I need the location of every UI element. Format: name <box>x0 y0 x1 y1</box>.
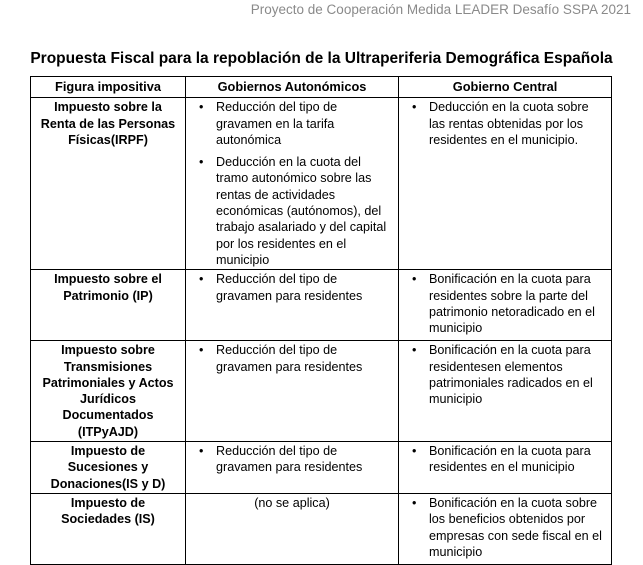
list-item <box>403 99 607 148</box>
autonomicos-cell <box>186 442 399 494</box>
list-item-text: Bonificación en la cuota sobre los beneficios obtenidos por empresas con sede fiscal en el municipio <box>429 495 602 559</box>
document-title: Propuesta Fiscal para la repoblación de la Ultraperiferia Demográfica Española <box>30 50 613 67</box>
list-item-text: Reducción del tipo de gravamen para residentes <box>216 444 363 475</box>
bullet-icon: • <box>199 155 204 170</box>
table-header-row <box>31 77 612 98</box>
not-applicable-cell: (no se aplica) <box>186 493 399 564</box>
list-item <box>403 495 607 560</box>
autonomicos-cell <box>186 98 399 270</box>
list-item-text: Reducción del tipo de gravamen para residentes <box>216 272 363 303</box>
bullet-icon: • <box>412 444 417 459</box>
bullet-icon: • <box>412 343 417 358</box>
list-item <box>403 271 607 336</box>
list-item-text: Bonificación en la cuota para residentesen elementos patrimoniales radicados en el municipio <box>429 343 593 407</box>
bullet-icon: • <box>199 100 204 115</box>
list-item <box>190 443 394 476</box>
list-item <box>190 99 394 148</box>
central-cell <box>399 98 612 270</box>
central-cell <box>399 493 612 564</box>
list-item-text: Bonificación en la cuota para residentes sobre la parte del patrimonio netoradicado en el municipio <box>429 272 595 336</box>
autonomicos-cell <box>186 270 399 341</box>
list-item-text: Reducción del tipo de gravamen para residentes <box>216 343 363 374</box>
tax-name: Impuesto sobre el Patrimonio (IP) <box>31 270 186 341</box>
table-row-itpajd <box>31 341 612 442</box>
list-item-text: Deducción en la cuota del tramo autonómico sobre las rentas de actividades económicas (autónomos), del trabajo asalariado y del capital por los residentes en el municipio <box>216 155 387 267</box>
list-item <box>190 342 394 375</box>
bullet-icon: • <box>412 272 417 287</box>
bullet-icon: • <box>199 272 204 287</box>
tax-name: Impuesto sobre Transmisiones Patrimoniales y Actos Jurídicos Documentados (ITPyAJD) <box>31 341 186 442</box>
tax-name: Impuesto de Sucesiones y Donaciones(IS y D) <box>31 442 186 494</box>
list-item <box>403 443 607 476</box>
column-header-figura: Figura impositiva <box>31 77 186 98</box>
table-row-isd <box>31 442 612 494</box>
list-item <box>190 271 394 304</box>
bullet-icon: • <box>199 444 204 459</box>
tax-name: Impuesto sobre la Renta de las Personas Físicas(IRPF) <box>31 98 186 270</box>
list-item <box>403 342 607 407</box>
table-row-is <box>31 493 612 564</box>
list-item-text: Bonificación en la cuota para residentes en el municipio <box>429 444 591 475</box>
fiscal-proposal-table <box>30 76 612 565</box>
column-header-central: Gobierno Central <box>399 77 612 98</box>
central-cell <box>399 341 612 442</box>
bullet-icon: • <box>199 343 204 358</box>
list-item <box>190 154 394 268</box>
bullet-icon: • <box>412 100 417 115</box>
central-cell <box>399 270 612 341</box>
list-item-text: Reducción del tipo de gravamen en la tarifa autonómica <box>216 100 338 147</box>
list-item-text: Deducción en la cuota sobre las rentas obtenidas por los residentes en el municipio. <box>429 100 589 147</box>
bullet-icon: • <box>412 495 417 510</box>
central-cell <box>399 442 612 494</box>
autonomicos-cell <box>186 341 399 442</box>
column-header-autonomicos: Gobiernos Autonómicos <box>186 77 399 98</box>
table-row-ip <box>31 270 612 341</box>
table-row-irpf <box>31 98 612 270</box>
tax-name: Impuesto de Sociedades (IS) <box>31 493 186 564</box>
header-note: Proyecto de Cooperación Medida LEADER Desafío SSPA 2021 <box>250 2 631 17</box>
